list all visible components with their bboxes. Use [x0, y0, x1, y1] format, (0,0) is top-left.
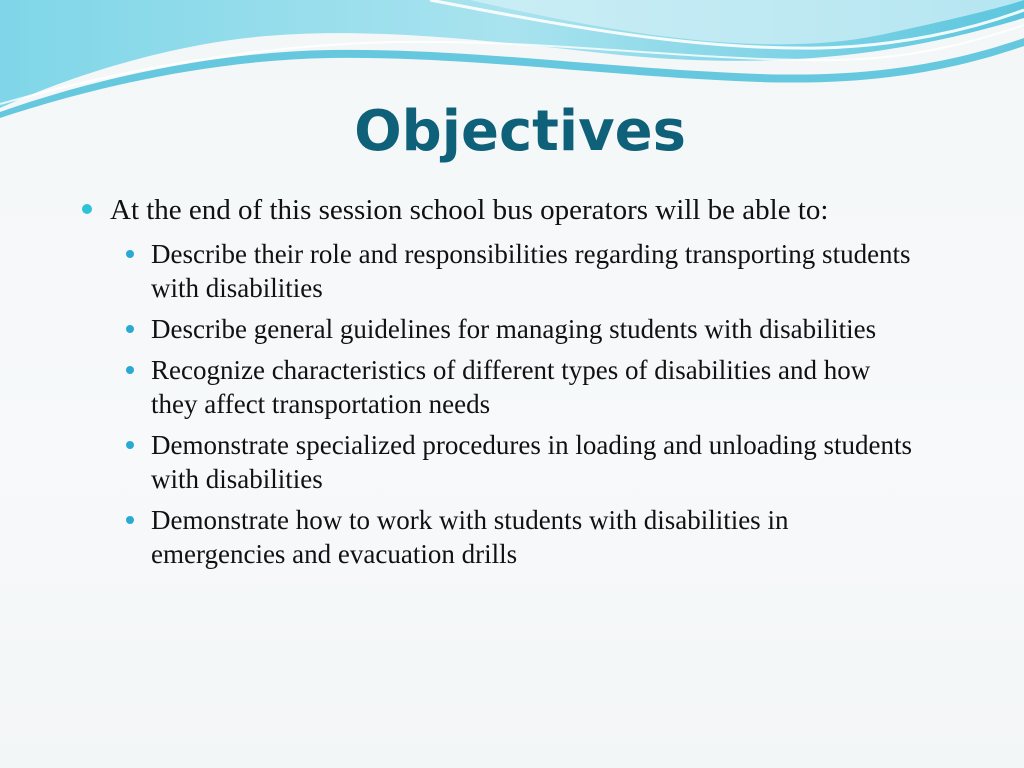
- objective-item: [80, 312, 920, 346]
- objective-item: [80, 353, 920, 421]
- objective-item: [80, 237, 920, 305]
- objectives-list: [80, 237, 920, 571]
- objectives-content: [80, 193, 920, 578]
- objective-text: Demonstrate specialized procedures in loading and unloading students with disabilities: [151, 430, 913, 494]
- bullet-icon: [126, 441, 134, 449]
- objective-text: Demonstrate how to work with students with disabilities in emergencies and evacuation drills: [151, 505, 789, 569]
- bullet-icon: [126, 516, 134, 524]
- bullet-icon: [126, 325, 134, 333]
- intro-item: [80, 193, 920, 227]
- bullet-icon: [82, 204, 92, 214]
- intro-text: At the end of this session school bus operators will be able to:: [110, 194, 829, 226]
- objective-text: Describe general guidelines for managing students with disabilities: [151, 314, 877, 344]
- objective-text: Recognize characteristics of different types of disabilities and how they affect transportation needs: [151, 355, 871, 419]
- bullet-icon: [126, 366, 134, 374]
- objective-item: [80, 428, 920, 496]
- objective-item: [80, 503, 920, 571]
- slide-title: Objectives: [354, 99, 686, 164]
- objective-text: Describe their role and responsibilities regarding transporting students with disabilities: [151, 239, 911, 303]
- bullet-icon: [126, 250, 134, 258]
